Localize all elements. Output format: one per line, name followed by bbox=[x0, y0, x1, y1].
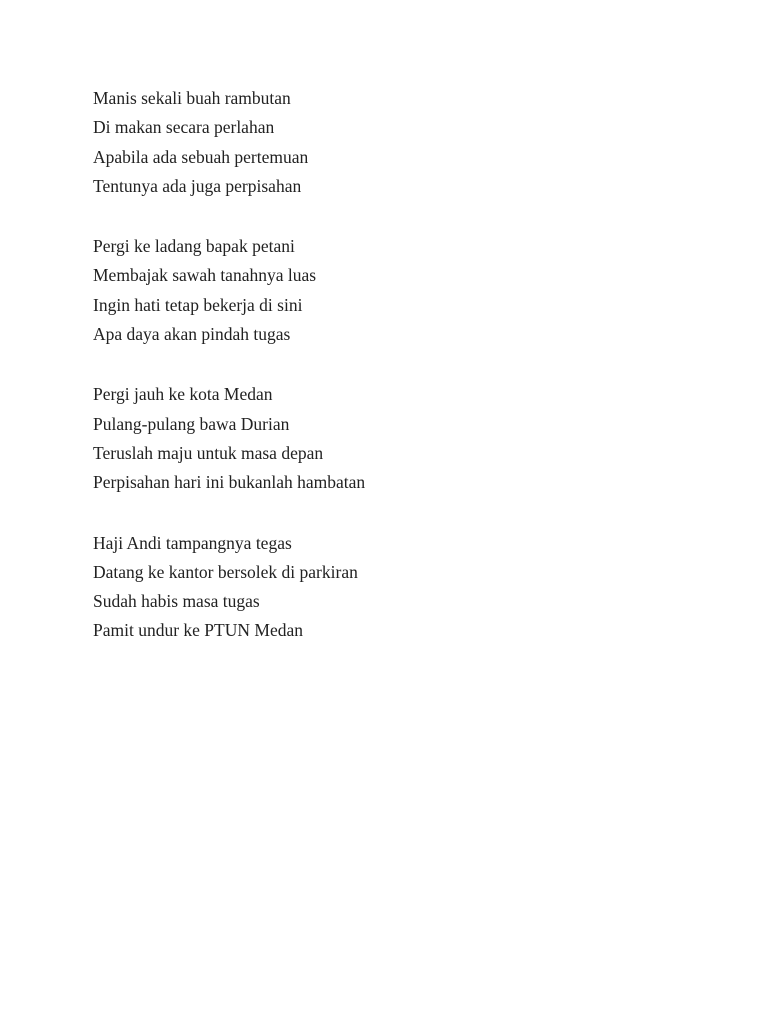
verse-line: Sudah habis masa tugas bbox=[93, 591, 260, 612]
verse-line: Teruslah maju untuk masa depan bbox=[93, 442, 324, 463]
verse-line: Di makan secara perlahan bbox=[93, 117, 275, 138]
verse-line: Datang ke kantor bersolek di parkiran bbox=[93, 561, 358, 582]
stanza-4 bbox=[93, 529, 733, 646]
pantun-text bbox=[93, 84, 733, 677]
stanza-1 bbox=[93, 84, 733, 201]
stanza-2 bbox=[93, 232, 733, 349]
verse-line: Pergi ke ladang bapak petani bbox=[93, 236, 295, 257]
verse-line: Pergi jauh ke kota Medan bbox=[93, 384, 273, 405]
stanza-3 bbox=[93, 380, 733, 497]
verse-line: Ingin hati tetap bekerja di sini bbox=[93, 294, 303, 315]
verse-line: Haji Andi tampangnya tegas bbox=[93, 532, 292, 553]
verse-line: Manis sekali buah rambutan bbox=[93, 88, 291, 108]
verse-line: Apabila ada sebuah pertemuan bbox=[93, 146, 309, 167]
verse-line: Apa daya akan pindah tugas bbox=[93, 324, 291, 345]
verse-line: Perpisahan hari ini bukanlah hambatan bbox=[93, 472, 366, 493]
verse-line: Pulang-pulang bawa Durian bbox=[93, 413, 290, 434]
verse-line: Tentunya ada juga perpisahan bbox=[93, 175, 302, 196]
verse-line: Pamit undur ke PTUN Medan bbox=[93, 620, 303, 641]
verse-line: Membajak sawah tanahnya luas bbox=[93, 265, 317, 286]
